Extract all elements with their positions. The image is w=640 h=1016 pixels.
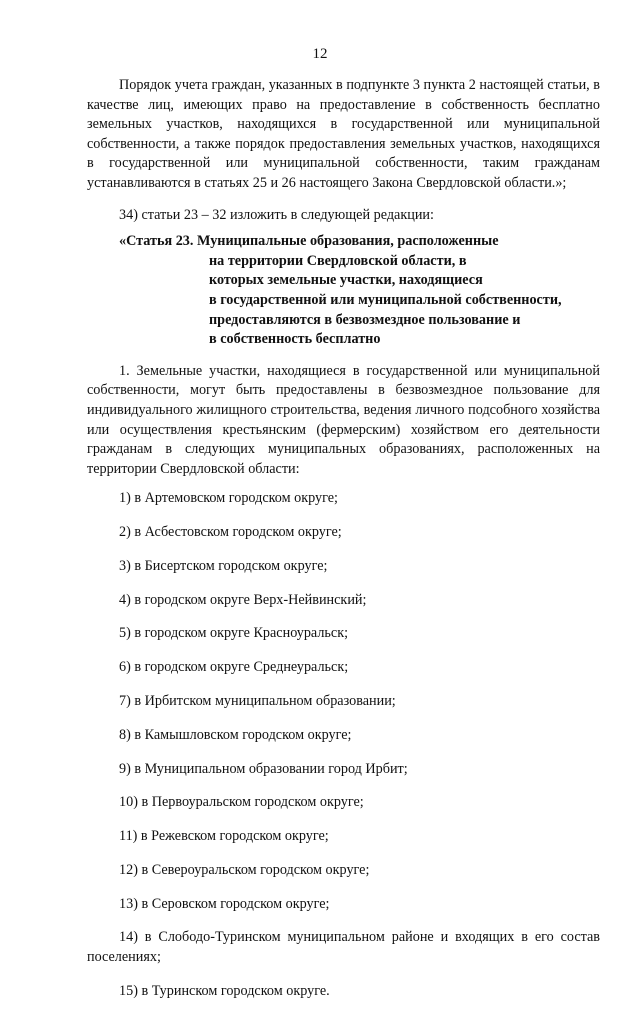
article-prefix: «Статья 23. xyxy=(119,233,194,250)
list-item: 15) в Туринском городском округе. xyxy=(119,982,330,999)
list-item: 1) в Артемовском городском округе; xyxy=(119,490,338,507)
article-heading-line-1 xyxy=(87,232,562,252)
list-item: 12) в Североуральском городском округе; xyxy=(119,861,370,878)
list-item: 4) в городском округе Верх-Нейвинский; xyxy=(119,591,367,608)
article-title-line: в собственность бесплатно xyxy=(209,331,381,348)
article-title-line: в государственной или муниципальной собственности, xyxy=(209,291,562,308)
list-item: 2) в Асбестовском городском округе; xyxy=(119,524,342,541)
list-item: 3) в Бисертском городском округе; xyxy=(119,557,328,574)
article-title-line: предоставляются в безвозмездное пользование и xyxy=(209,311,521,328)
article-heading-block xyxy=(87,232,562,350)
article-title-line: которых земельные участки, находящиеся xyxy=(209,272,483,289)
list-item: 8) в Камышловском городском округе; xyxy=(119,726,352,743)
article-title-line: Муниципальные образования, расположенные xyxy=(197,233,499,250)
clause-1: 1. Земельные участки, находящиеся в государственной или муниципальной собственности, могут быть предоставлены в безвозмездное пользование для индивидуального жилищного строительства, ведения личного подсобного хозяйства или осуществления крестьянским (фермерским) хозяйством его деятельности гражданам в следующих муниципальных образованиях, расположенных на территории Свердловской области: xyxy=(87,362,600,477)
document-body xyxy=(87,76,600,1016)
list-item: 10) в Первоуральском городском округе; xyxy=(119,794,364,811)
article-heading xyxy=(87,232,600,350)
list-item: 13) в Серовском городском округе; xyxy=(119,895,330,912)
list-item: 14) в Слободо-Туринском муниципальном районе и входящих в его состав поселениях; xyxy=(87,929,600,966)
municipality-list xyxy=(87,489,600,1001)
list-item: 9) в Муниципальном образовании город Ирбит; xyxy=(119,760,408,777)
list-item: 11) в Режевском городском округе; xyxy=(119,828,329,845)
list-item: 5) в городском округе Красноуральск; xyxy=(119,625,349,642)
intro-paragraph: Порядок учета граждан, указанных в подпункте 3 пункта 2 настоящей статьи, в качестве лиц, имеющих право на предоставление в собственность бесплатно земельных участков, находящихся в государственной или муниципальной собственности, а также порядок предоставления земельных участков, находящихся в государственной или муниципальной собственности, таким гражданам устанавливаются в статьях 25 и 26 настоящего Закона Свердловской области.»; xyxy=(87,77,600,191)
amendment-line: 34) статьи 23 – 32 изложить в следующей редакции: xyxy=(119,206,434,223)
page-number: 12 xyxy=(312,46,328,62)
article-title-line: на территории Свердловской области, в xyxy=(209,252,467,269)
list-item: 6) в городском округе Среднеуральск; xyxy=(119,659,349,676)
list-item: 7) в Ирбитском муниципальном образовании; xyxy=(119,692,396,709)
